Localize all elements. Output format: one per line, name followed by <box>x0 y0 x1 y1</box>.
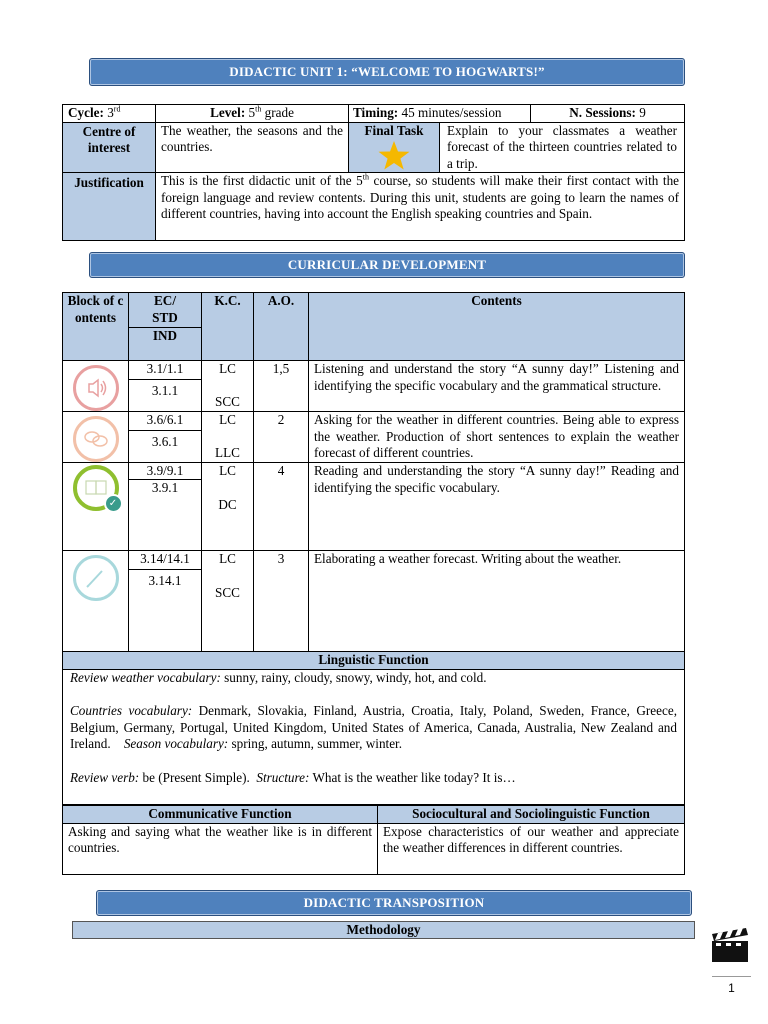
justification-label: Justification <box>63 173 156 241</box>
ao-cell: 3 <box>254 551 309 652</box>
transposition-title: DIDACTIC TRANSPOSITION <box>303 895 485 910</box>
unit-title: DIDACTIC UNIT 1: “WELCOME TO HOGWARTS!” <box>229 64 545 79</box>
final-task-label-cell <box>349 122 440 173</box>
centre-of-interest-value: The weather, the seasons and the countries. <box>156 122 349 173</box>
communicative-function-header: Communicative Function <box>63 806 378 824</box>
block-of-contents-header: Block of contents <box>63 293 129 361</box>
weather-vocabulary: Review weather vocabulary: sunny, rainy, cloudy, snowy, windy, hot, and cold. <box>70 669 487 685</box>
kc-header: K.C. <box>202 293 254 361</box>
contents-cell: Elaborating a weather forecast. Writing about the weather. <box>309 551 685 652</box>
block-icon-cell <box>63 463 129 551</box>
methodology-header <box>72 921 695 939</box>
final-task-label: Final Task <box>364 122 424 138</box>
justification-value: This is the first didactic unit of the 5th course, so students will make their first contact with the foreign language and review contents. During this unit, students are going to learn the names of different countries, having into account the English speaking countries and Spain. <box>156 173 685 241</box>
block-icon-cell <box>63 361 129 412</box>
ec-cell: 3.1/1.1 3.1.1 <box>129 361 202 412</box>
ao-cell: 4 <box>254 463 309 551</box>
table-row <box>63 361 685 412</box>
sociocultural-function-header: Sociocultural and Sociolinguistic Function <box>378 806 685 824</box>
ec-cell: 3.14/14.1 3.14.1 <box>129 551 202 652</box>
book-icon <box>73 465 119 511</box>
unit-title-banner <box>89 58 685 86</box>
ao-cell: 2 <box>254 412 309 463</box>
kc-cell: LC DC <box>202 463 254 551</box>
curricular-banner <box>89 252 685 278</box>
transposition-banner <box>96 890 692 916</box>
linguistic-function-body <box>63 669 685 804</box>
contents-cell: Reading and understanding the story “A sunny day!” Reading and identifying the specific vocabulary. <box>309 463 685 551</box>
pencil-icon <box>73 555 119 601</box>
kc-cell: LC SCC <box>202 551 254 652</box>
review-verb: Review verb: be (Present Simple). Structure: What is the weather like today? It is… <box>70 769 516 785</box>
table-row <box>63 551 685 652</box>
centre-of-interest-label: Centre of interest <box>63 122 156 173</box>
functions-table <box>62 805 685 875</box>
speech-bubbles-icon <box>73 416 119 462</box>
table-row <box>63 463 685 551</box>
level-cell: Level: 5th grade <box>156 105 349 123</box>
methodology-title: Methodology <box>346 922 421 937</box>
star-icon <box>377 140 411 170</box>
unit-info-table <box>62 104 685 241</box>
ec-cell: 3.9/9.1 3.9.1 <box>129 463 202 551</box>
communicative-function-value: Asking and saying what the weather like is in different countries. <box>63 823 378 874</box>
contents-header: Contents <box>309 293 685 361</box>
ec-std-header: EC/ STD IND <box>129 293 202 361</box>
check-badge-icon: ✓ <box>104 494 123 513</box>
sessions-cell: N. Sessions: 9 <box>531 105 685 123</box>
speaker-icon <box>73 365 119 411</box>
block-icon-cell <box>63 551 129 652</box>
final-task-value: Explain to your classmates a weather forecast of the thirteen countries related to a trip. <box>440 122 685 173</box>
footer-divider <box>712 976 751 977</box>
sociocultural-function-value: Expose characteristics of our weather and appreciate the weather differences in different countries. <box>378 823 685 874</box>
contents-cell: Asking for the weather in different countries. Being able to express the weather. Production of short sentences to explain the weather forecast of different countries. <box>309 412 685 463</box>
page-number: 1 <box>728 981 735 995</box>
cycle-cell: Cycle: 3rd <box>63 105 156 123</box>
countries-vocabulary: Countries vocabulary: Denmark, Slovakia, Finland, Austria, Croatia, Italy, Poland, Sweden, France, Greece, Belgium, Germany, Portugal, United Kingdom, United States of America, Canada, Australia, New Zealand and Ireland. Season vocabulary: spring, autumn, summer, winter. <box>70 703 678 751</box>
timing-cell: Timing: 45 minutes/session <box>349 105 531 123</box>
ec-cell: 3.6/6.1 3.6.1 <box>129 412 202 463</box>
table-row <box>63 412 685 463</box>
clapperboard-icon <box>710 924 750 964</box>
contents-cell: Listening and understand the story “A sunny day!” Listening and identifying the specific vocabulary and the grammatical structure. <box>309 361 685 412</box>
linguistic-function-header: Linguistic Function <box>63 652 685 670</box>
curriculum-table <box>62 292 685 805</box>
ao-header: A.O. <box>254 293 309 361</box>
kc-cell: LC LLC <box>202 412 254 463</box>
ao-cell: 1,5 <box>254 361 309 412</box>
curricular-title: CURRICULAR DEVELOPMENT <box>287 257 487 272</box>
block-icon-cell <box>63 412 129 463</box>
kc-cell: LC SCC <box>202 361 254 412</box>
